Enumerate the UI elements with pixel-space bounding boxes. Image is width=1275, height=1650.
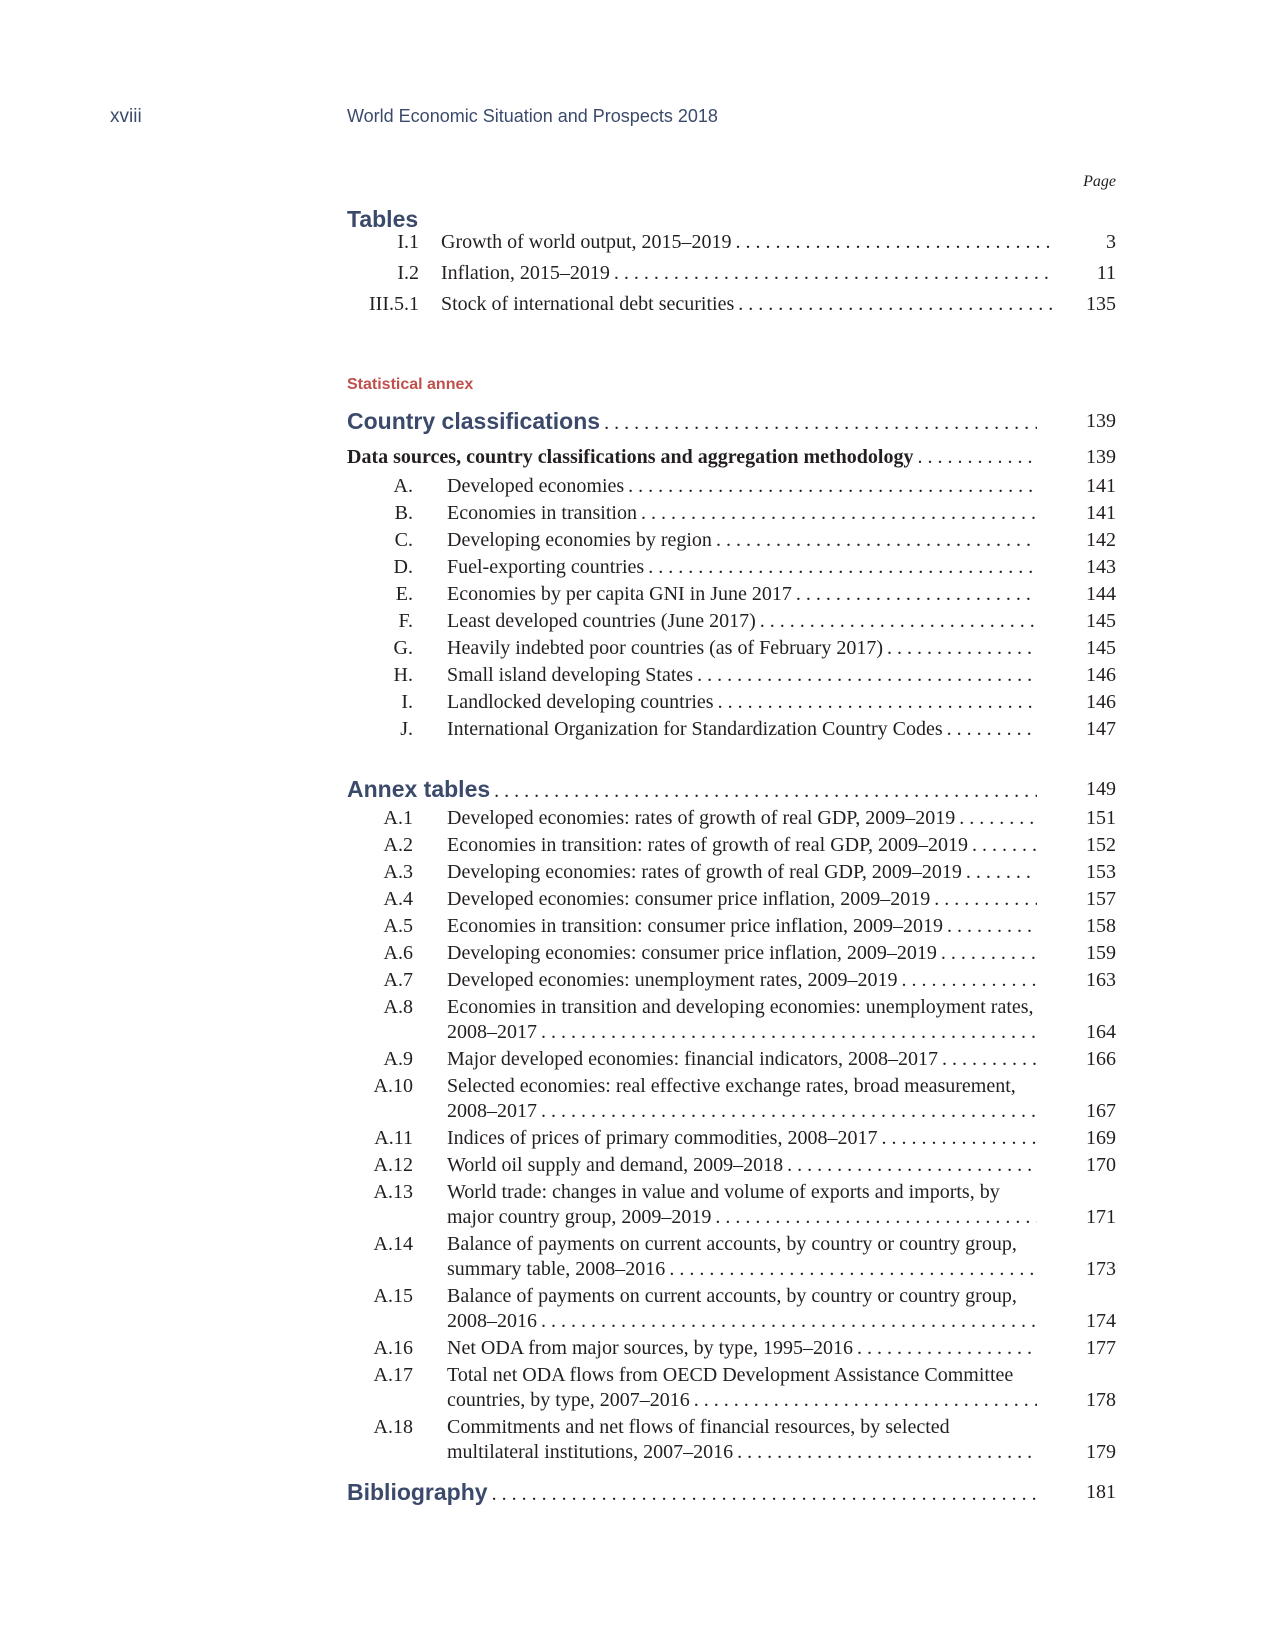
entry-number: A.13: [373, 1181, 413, 1203]
entry-page: 146: [1086, 664, 1116, 686]
entry-title: World oil supply and demand, 2009–2018: [447, 1154, 784, 1176]
dot-leader: [738, 291, 1055, 318]
entry-title: Developed economies: unemployment rates, 2009–2019: [447, 969, 898, 991]
entry-page: 3: [1106, 231, 1116, 253]
entry-page: 143: [1086, 556, 1116, 578]
entry-page: 152: [1086, 834, 1116, 856]
dot-leader: [715, 1204, 1037, 1231]
dot-leader: [966, 859, 1037, 886]
dot-leader: [941, 940, 1037, 967]
entry-title: 2008–2017: [447, 1021, 537, 1043]
entry-page: 146: [1086, 691, 1116, 713]
dot-leader: [934, 886, 1037, 913]
entry-page: 181: [1086, 1481, 1116, 1503]
dot-leader: [959, 805, 1037, 832]
dot-leader: [669, 1256, 1037, 1283]
toc-entry[interactable]: [0, 967, 1275, 994]
entry-page: 151: [1086, 807, 1116, 829]
dot-leader: [648, 554, 1037, 581]
entry-title: Economies in transition: rates of growth of real GDP, 2009–2019: [447, 834, 969, 856]
toc-entry[interactable]: [0, 608, 1275, 635]
toc-entry[interactable]: [0, 635, 1275, 662]
entry-page: 173: [1086, 1258, 1116, 1280]
entry-page: 166: [1086, 1048, 1116, 1070]
running-title: World Economic Situation and Prospects 2018: [347, 106, 718, 126]
entry-title: Landlocked developing countries: [447, 691, 714, 713]
entry-title: Least developed countries (June 2017): [447, 610, 756, 632]
entry-title: summary table, 2008–2016: [447, 1258, 666, 1280]
toc-entry[interactable]: [0, 913, 1275, 940]
dot-leader: [947, 913, 1037, 940]
entry-number: A.17: [373, 1364, 413, 1386]
entry-title: Net ODA from major sources, by type, 1995–2016: [447, 1337, 854, 1359]
entry-page: 147: [1086, 718, 1116, 740]
entry-title: Growth of world output, 2015–2019: [441, 231, 732, 253]
toc-section-bibliography[interactable]: [0, 1476, 1275, 1508]
toc-entry[interactable]: [0, 500, 1275, 527]
entry-number: A.7: [383, 969, 413, 991]
dot-leader: [718, 689, 1037, 716]
dot-leader: [760, 608, 1037, 635]
entry-page: 171: [1086, 1206, 1116, 1228]
toc-entry[interactable]: [0, 1125, 1275, 1152]
entry-number: A.16: [373, 1337, 413, 1359]
entry-page: 159: [1086, 942, 1116, 964]
entry-page: 145: [1086, 610, 1116, 632]
entry-page: 153: [1086, 861, 1116, 883]
entry-number: A.18: [373, 1416, 413, 1438]
toc-entry[interactable]: [0, 554, 1275, 581]
entry-number: G.: [393, 637, 413, 659]
entry-number: A.5: [383, 915, 413, 937]
entry-number: C.: [394, 529, 413, 551]
toc-entry[interactable]: [0, 859, 1275, 886]
entry-title: Stock of international debt securities: [441, 293, 735, 315]
entry-title: Developing economies by region: [447, 529, 712, 551]
entry-title: major country group, 2009–2019: [447, 1206, 712, 1228]
entry-page: 169: [1086, 1127, 1116, 1149]
entry-number: A.6: [383, 942, 413, 964]
toc-entry[interactable]: [0, 1283, 1275, 1332]
entry-title-line: Total net ODA flows from OECD Development Assistance Committee: [447, 1364, 1014, 1386]
entry-number: D.: [393, 556, 413, 578]
entry-title: Economies in transition: [447, 502, 637, 524]
entry-title: Data sources, country classifications and aggregation methodology: [347, 446, 914, 468]
entry-number: F.: [398, 610, 413, 632]
toc-entry[interactable]: [0, 940, 1275, 967]
dot-leader: [492, 1478, 1037, 1510]
dot-leader: [796, 581, 1037, 608]
toc-section-country-classifications[interactable]: [0, 405, 1275, 437]
entry-number: A.8: [383, 996, 413, 1018]
toc-entry[interactable]: [0, 473, 1275, 500]
entry-title-line: Commitments and net flows of financial resources, by selected: [447, 1416, 950, 1438]
entry-title: Small island developing States: [447, 664, 694, 686]
entry-number: B.: [394, 502, 413, 524]
entry-title: Developed economies: [447, 475, 625, 497]
entry-title-line: Selected economies: real effective exchange rates, broad measurement,: [447, 1075, 1016, 1097]
statistical-annex-label: Statistical annex: [347, 376, 474, 393]
entry-page: 179: [1086, 1441, 1116, 1463]
entry-title: Indices of prices of primary commodities, 2008–2017: [447, 1127, 878, 1149]
entry-number: I.2: [397, 262, 419, 284]
dot-leader: [857, 1335, 1037, 1362]
toc-entry[interactable]: [0, 886, 1275, 913]
section-title: Annex tables: [347, 776, 491, 802]
entry-page: 177: [1086, 1337, 1116, 1359]
toc-entry-data-sources[interactable]: [0, 444, 1275, 471]
dot-leader: [697, 662, 1037, 689]
toc-entry[interactable]: [0, 229, 1275, 256]
toc-entry[interactable]: [0, 527, 1275, 554]
toc-entry[interactable]: [0, 689, 1275, 716]
toc-entry[interactable]: [0, 260, 1275, 287]
dot-leader: [972, 832, 1037, 859]
entry-page: 139: [1086, 446, 1116, 468]
dot-leader: [917, 444, 1037, 471]
entry-number: H.: [393, 664, 413, 686]
entry-page: 149: [1086, 778, 1116, 800]
entry-number: A.15: [373, 1285, 413, 1307]
toc-entry[interactable]: [0, 1231, 1275, 1280]
toc-entry[interactable]: [0, 832, 1275, 859]
page-column-label: Page: [1083, 173, 1116, 190]
entry-title: Developed economies: consumer price inflation, 2009–2019: [447, 888, 931, 910]
entry-title: Economies by per capita GNI in June 2017: [447, 583, 792, 605]
entry-page: 11: [1096, 262, 1116, 284]
toc-entry[interactable]: [0, 1335, 1275, 1362]
toc-entry[interactable]: [0, 805, 1275, 832]
entry-number: A.11: [374, 1127, 413, 1149]
entry-number: A.1: [383, 807, 413, 829]
toc-entry[interactable]: [0, 581, 1275, 608]
dot-leader: [494, 775, 1037, 807]
toc-entry[interactable]: [0, 291, 1275, 318]
toc-entry[interactable]: [0, 1414, 1275, 1463]
entry-page: 145: [1086, 637, 1116, 659]
entry-title-line: Balance of payments on current accounts, by country or country group,: [447, 1285, 1017, 1307]
entry-title: Developed economies: rates of growth of real GDP, 2009–2019: [447, 807, 956, 829]
dot-leader: [887, 635, 1037, 662]
dot-leader: [736, 229, 1055, 256]
toc-entry[interactable]: [0, 1046, 1275, 1073]
entry-number: A.12: [373, 1154, 413, 1176]
dot-leader: [614, 260, 1055, 287]
toc-entry[interactable]: [0, 1362, 1275, 1411]
entry-number: A.14: [373, 1233, 413, 1255]
entry-number: A.3: [383, 861, 413, 883]
entry-title: Heavily indebted poor countries (as of February 2017): [447, 637, 883, 659]
entry-title: Economies in transition: consumer price inflation, 2009–2019: [447, 915, 944, 937]
entry-page: 167: [1086, 1100, 1116, 1122]
section-title: Bibliography: [347, 1479, 488, 1505]
entry-page: 139: [1086, 410, 1116, 432]
entry-number: A.9: [383, 1048, 413, 1070]
entry-page: 170: [1086, 1154, 1116, 1176]
tables-heading: Tables: [347, 206, 419, 232]
entry-title-line: Balance of payments on current accounts, by country or country group,: [447, 1233, 1017, 1255]
entry-number: J.: [400, 718, 413, 740]
entry-number: I.1: [397, 231, 419, 253]
entry-page: 157: [1086, 888, 1116, 910]
entry-title: countries, by type, 2007–2016: [447, 1389, 690, 1411]
dot-leader: [628, 473, 1037, 500]
dot-leader: [541, 1019, 1037, 1046]
dot-leader: [901, 967, 1037, 994]
toc-entry[interactable]: [0, 1179, 1275, 1228]
toc-entry[interactable]: [0, 1073, 1275, 1122]
toc-entry[interactable]: [0, 662, 1275, 689]
running-page-number: xviii: [110, 106, 142, 127]
entry-title: Inflation, 2015–2019: [441, 262, 610, 284]
dot-leader: [881, 1125, 1037, 1152]
toc-entry[interactable]: [0, 716, 1275, 743]
dot-leader: [716, 527, 1037, 554]
entry-page: 163: [1086, 969, 1116, 991]
toc-entry[interactable]: [0, 1152, 1275, 1179]
dot-leader: [787, 1152, 1037, 1179]
entry-page: 141: [1086, 475, 1116, 497]
entry-title: Fuel-exporting countries: [447, 556, 645, 578]
dot-leader: [694, 1387, 1037, 1414]
entry-title: multilateral institutions, 2007–2016: [447, 1441, 734, 1463]
entry-page: 141: [1086, 502, 1116, 524]
entry-number: A.: [393, 475, 413, 497]
entry-number: III.5.1: [369, 293, 419, 315]
entry-title: International Organization for Standardization Country Codes: [447, 718, 943, 740]
entry-page: 158: [1086, 915, 1116, 937]
entry-page: 142: [1086, 529, 1116, 551]
dot-leader: [737, 1439, 1037, 1466]
entry-number: A.4: [383, 888, 413, 910]
dot-leader: [641, 500, 1037, 527]
entry-page: 164: [1086, 1021, 1116, 1043]
entry-number: A.10: [373, 1075, 413, 1097]
entry-page: 135: [1086, 293, 1116, 315]
section-title: Country classifications: [347, 408, 601, 434]
entry-title: Developing economies: consumer price inflation, 2009–2019: [447, 942, 937, 964]
entry-title: 2008–2016: [447, 1310, 537, 1332]
entry-title-line: Economies in transition and developing economies: unemployment rates,: [447, 996, 1034, 1018]
entry-number: I.: [401, 691, 413, 713]
entry-number: A.2: [383, 834, 413, 856]
entry-title: Developing economies: rates of growth of real GDP, 2009–2019: [447, 861, 962, 883]
toc-section-annex-tables[interactable]: [0, 773, 1275, 805]
dot-leader: [541, 1098, 1037, 1125]
entry-page: 144: [1086, 583, 1116, 605]
entry-title: 2008–2017: [447, 1100, 537, 1122]
toc-entry[interactable]: [0, 994, 1275, 1043]
entry-title: Major developed economies: financial indicators, 2008–2017: [447, 1048, 938, 1070]
dot-leader: [541, 1308, 1037, 1335]
entry-number: E.: [395, 583, 413, 605]
entry-page: 174: [1086, 1310, 1116, 1332]
entry-page: 178: [1086, 1389, 1116, 1411]
entry-title-line: World trade: changes in value and volume of exports and imports, by: [447, 1181, 1000, 1203]
dot-leader: [942, 1046, 1037, 1073]
dot-leader: [604, 407, 1037, 439]
dot-leader: [947, 716, 1037, 743]
